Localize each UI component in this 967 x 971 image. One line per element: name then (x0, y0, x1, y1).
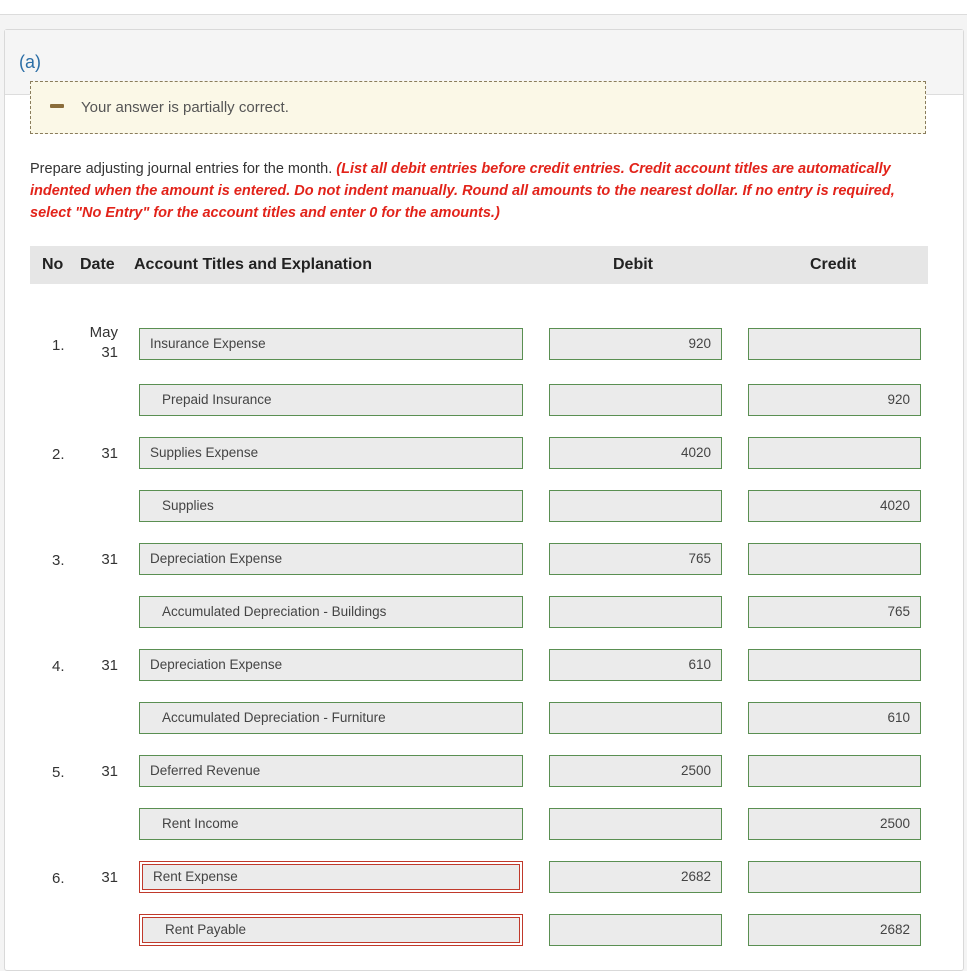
account-title-input[interactable]: Accumulated Depreciation - Furniture (139, 702, 523, 734)
credit-input[interactable]: 765 (748, 596, 921, 628)
entry-number: 1. (52, 337, 65, 354)
entry-date (80, 656, 118, 676)
credit-input[interactable] (748, 328, 921, 360)
account-title-input[interactable]: Deferred Revenue (139, 755, 523, 787)
part-label: (a) (19, 52, 41, 72)
top-bar (0, 0, 967, 15)
debit-input[interactable] (549, 808, 722, 840)
debit-input[interactable] (549, 702, 722, 734)
entry-day: 31 (101, 657, 118, 674)
credit-input[interactable] (748, 543, 921, 575)
credit-input[interactable]: 2682 (748, 914, 921, 946)
header-date: Date (80, 256, 115, 273)
account-title-input-incorrect[interactable]: Rent Expense (139, 861, 523, 893)
credit-input[interactable]: 2500 (748, 808, 921, 840)
credit-input[interactable] (748, 649, 921, 681)
debit-input[interactable] (549, 596, 722, 628)
entry-date (80, 323, 118, 363)
account-title-input[interactable]: Depreciation Expense (139, 649, 523, 681)
entry-number: 5. (52, 764, 65, 781)
account-title-input[interactable]: Prepaid Insurance (139, 384, 523, 416)
instructions-lead: Prepare adjusting journal entries for the month. (30, 161, 333, 177)
feedback-message: Your answer is partially correct. (81, 99, 289, 116)
debit-input[interactable]: 2500 (549, 755, 722, 787)
header-credit: Credit (810, 256, 857, 273)
debit-input[interactable] (549, 490, 722, 522)
debit-input[interactable]: 4020 (549, 437, 722, 469)
header-debit: Debit (613, 256, 653, 273)
table-header (30, 246, 928, 284)
credit-input[interactable]: 920 (748, 384, 921, 416)
debit-input[interactable] (549, 914, 722, 946)
entry-date (80, 868, 118, 888)
entry-day: 31 (101, 344, 118, 361)
entry-date (80, 444, 118, 464)
credit-input[interactable]: 610 (748, 702, 921, 734)
credit-input[interactable] (748, 755, 921, 787)
entry-day: 31 (101, 445, 118, 462)
instructions (30, 158, 930, 224)
header-account: Account Titles and Explanation (134, 256, 372, 273)
entry-number: 4. (52, 658, 65, 675)
entry-month: May (89, 324, 118, 341)
account-title-input[interactable]: Supplies Expense (139, 437, 523, 469)
entry-date (80, 550, 118, 570)
debit-input[interactable]: 920 (549, 328, 722, 360)
entry-date (80, 762, 118, 782)
entry-number: 6. (52, 870, 65, 887)
partial-correct-icon (50, 104, 64, 108)
entry-day: 31 (101, 869, 118, 886)
account-title-input[interactable]: Accumulated Depreciation - Buildings (139, 596, 523, 628)
debit-input[interactable]: 765 (549, 543, 722, 575)
debit-input[interactable]: 2682 (549, 861, 722, 893)
account-title-input[interactable]: Rent Income (139, 808, 523, 840)
debit-input[interactable]: 610 (549, 649, 722, 681)
entry-number: 3. (52, 552, 65, 569)
feedback-box (30, 81, 926, 134)
entry-number: 2. (52, 446, 65, 463)
account-title-input[interactable]: Supplies (139, 490, 523, 522)
credit-input[interactable]: 4020 (748, 490, 921, 522)
entry-day: 31 (101, 551, 118, 568)
debit-input[interactable] (549, 384, 722, 416)
credit-input[interactable] (748, 437, 921, 469)
account-title-input-incorrect[interactable]: Rent Payable (139, 914, 523, 946)
instructions-note: (List all debit entries before credit entries. Credit account titles are automatically indented when the amount is entered. Do not indent manually. Round all amounts to the nearest dollar. If no entry is required, select "No Entry" for the account titles and enter 0 for the amounts.) (30, 161, 895, 221)
header-no: No (42, 256, 64, 273)
credit-input[interactable] (748, 861, 921, 893)
account-title-input[interactable]: Insurance Expense (139, 328, 523, 360)
entry-day: 31 (101, 763, 118, 780)
account-title-input[interactable]: Depreciation Expense (139, 543, 523, 575)
